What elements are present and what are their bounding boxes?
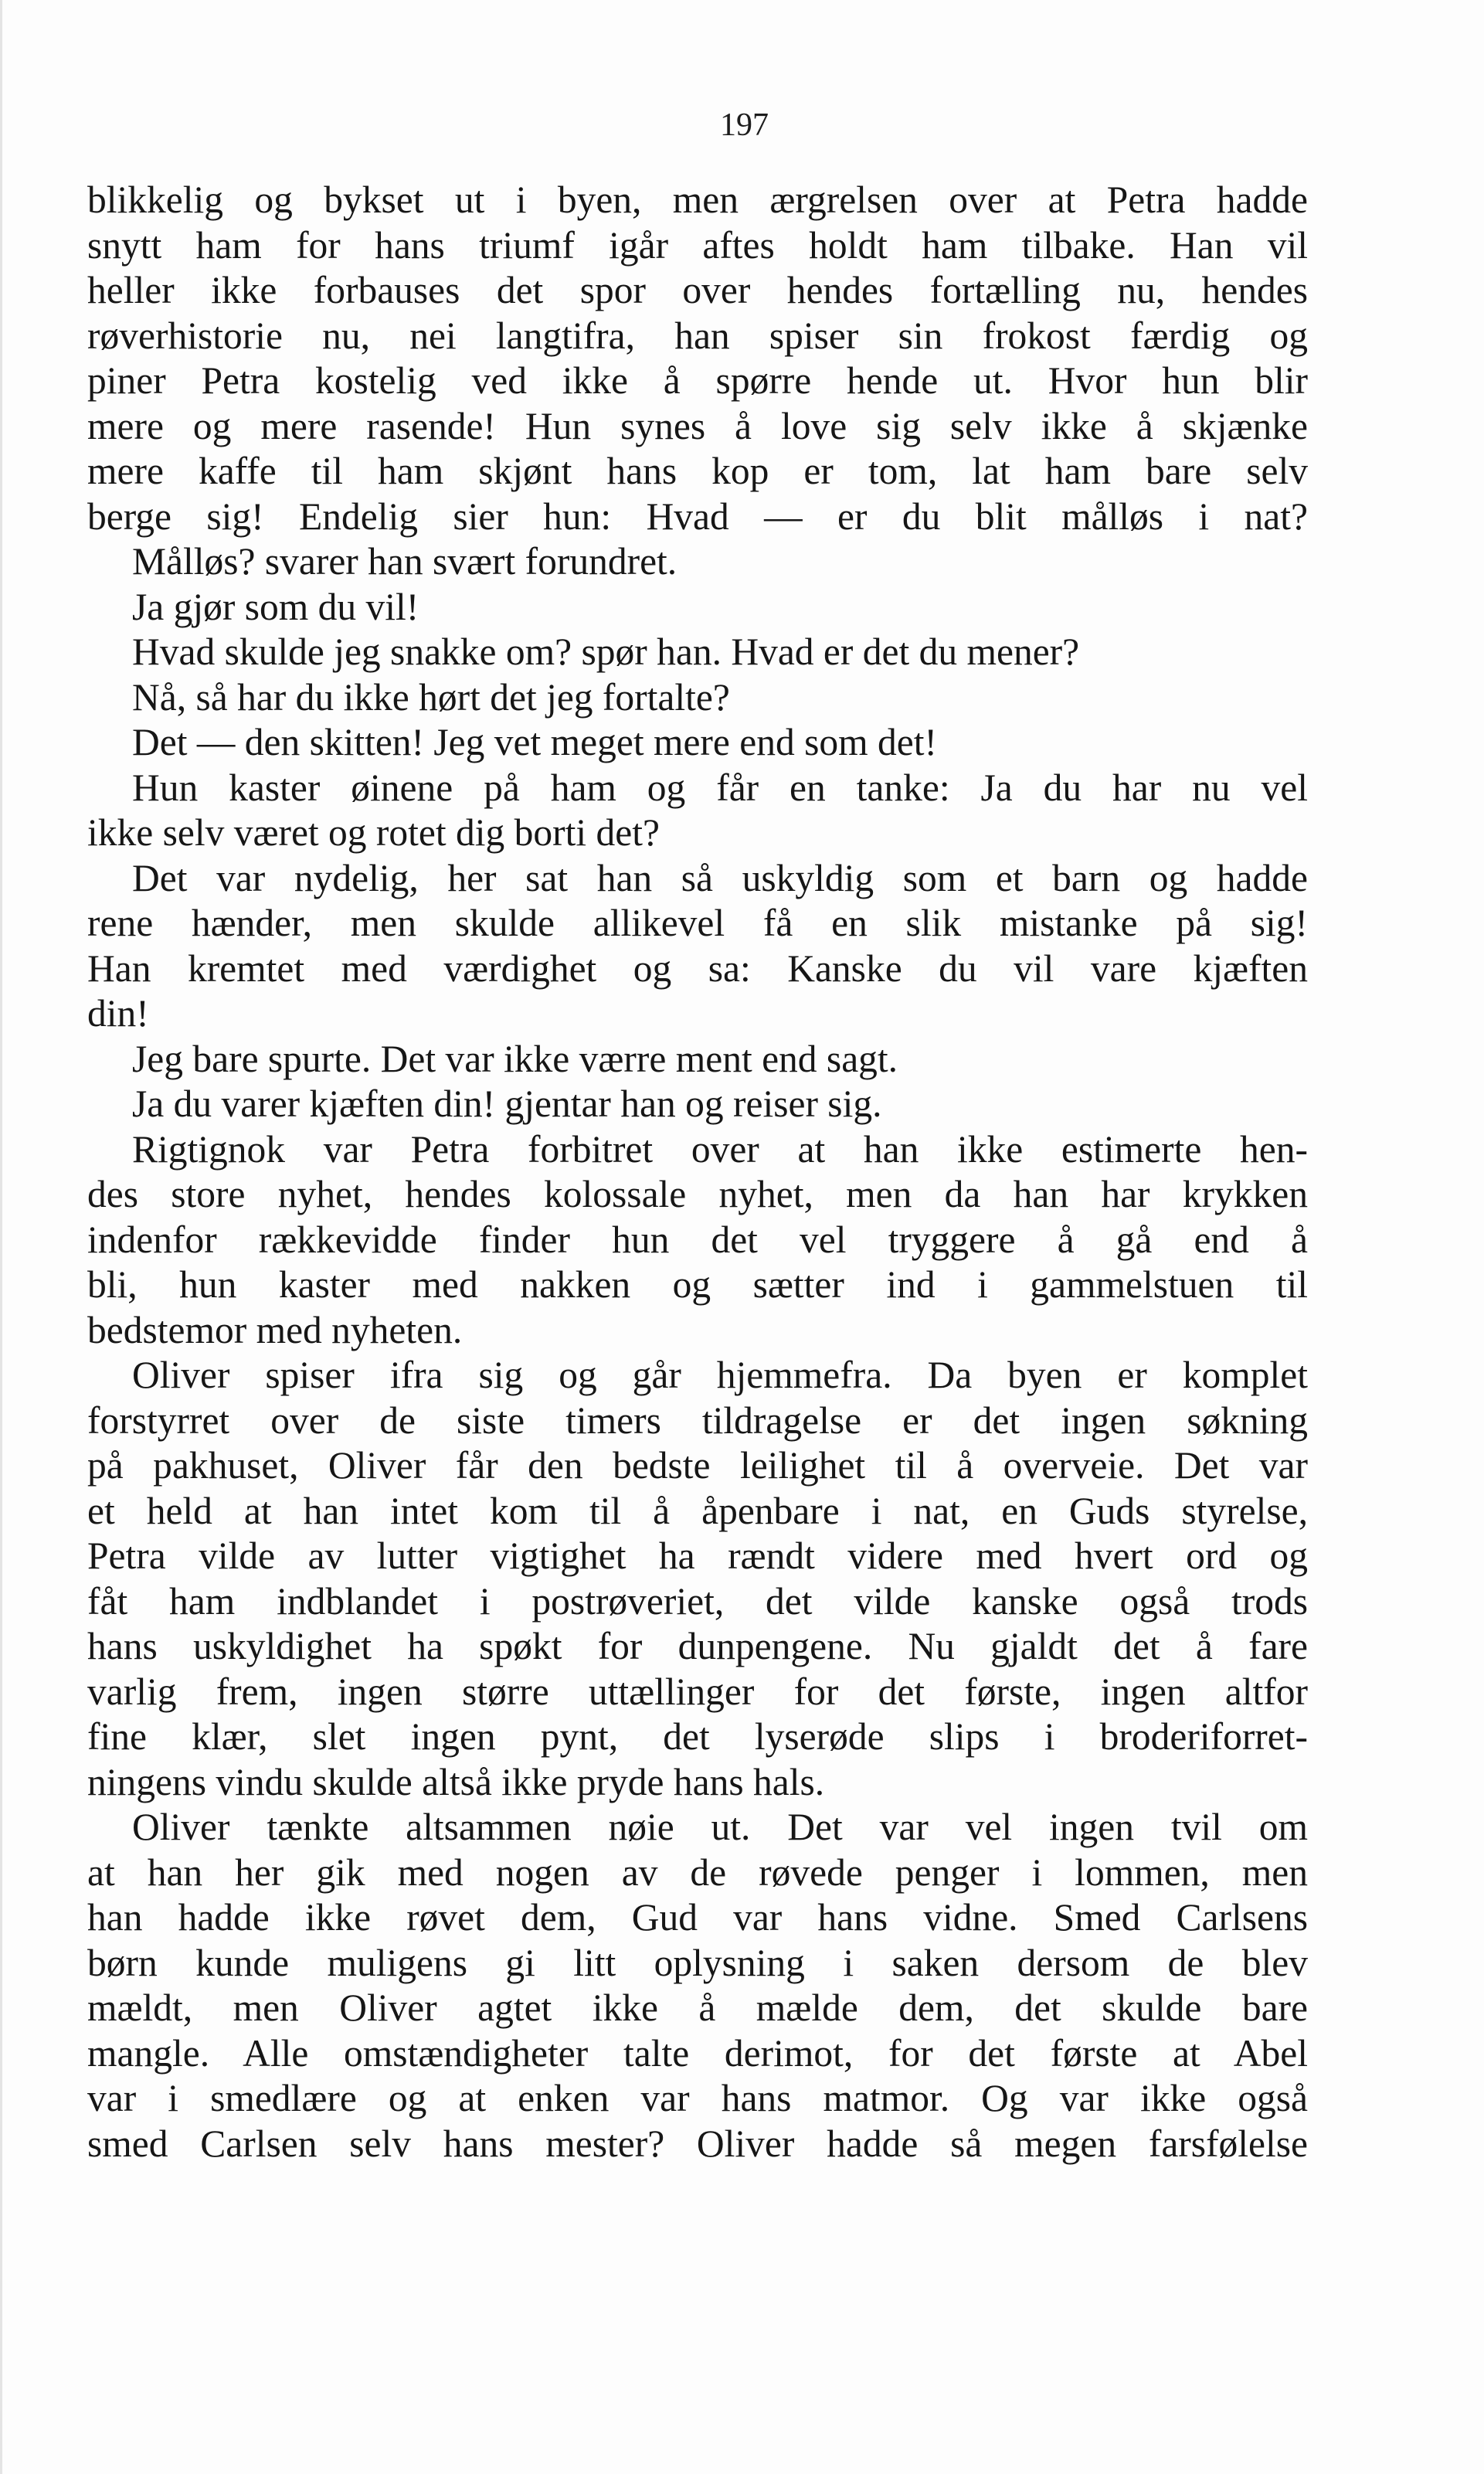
text-line: Oliver spiser ifra sig og går hjemmefra. Da byen er komplet xyxy=(132,1354,1308,1396)
text-line: heller ikke forbauses det spor over hendes fortælling nu, hendes xyxy=(87,269,1308,311)
text-line: Han kremtet med værdighet og sa: Kanske du vil vare kjæften xyxy=(87,946,1308,990)
text-line: mangle. Alle omstændigheter talte derimot, for det første at Abel xyxy=(87,2031,1308,2075)
text-line: Hun kaster øinene på ham og får en tanke: Ja du har nu vel xyxy=(132,766,1308,809)
text-line: mere og mere rasende! Hun synes å love sig selv ikke å skjænke xyxy=(87,404,1308,447)
text-line: bedstemor med nyheten. xyxy=(87,1308,463,1351)
text-line: på pakhuset, Oliver får den bedste leilighet til å overveie. Det var xyxy=(87,1444,1308,1487)
text-line: ikke selv været og rotet dig borti det? xyxy=(87,811,660,854)
text-line: Rigtignok var Petra forbitret over at han ikke estimerte hen- xyxy=(132,1127,1308,1171)
text-line: berge sig! Endelig sier hun: Hvad — er du blit målløs i nat? xyxy=(87,494,1308,538)
text-line: snytt ham for hans triumf igår aftes holdt ham tilbake. Han vil xyxy=(87,223,1308,267)
text-line: at han her gik med nogen av de røvede penger i lommen, men xyxy=(87,1850,1308,1894)
text-line: røverhistorie nu, nei langtifra, han spiser sin frokost færdig og xyxy=(87,314,1308,357)
text-line: børn kunde muligens gi litt oplysning i saken dersom de blev xyxy=(87,1941,1308,1984)
text-line: smed Carlsen selv hans mester? Oliver hadde så megen farsfølelse xyxy=(87,2122,1308,2165)
text-line: din! xyxy=(87,992,149,1035)
text-line: mældt, men Oliver agtet ikke å mælde dem, det skulde bare xyxy=(87,1986,1308,2029)
text-line: Ja gjør som du vil! xyxy=(132,585,419,628)
text-line: ningens vindu skulde altså ikke pryde hans hals. xyxy=(87,1760,825,1803)
text-line: et held at han intet kom til å åpenbare i nat, en Guds styrelse, xyxy=(87,1489,1308,1532)
text-line: Jeg bare spurte. Det var ikke værre ment end sagt. xyxy=(132,1037,898,1080)
text-line: hans uskyldighet ha spøkt for dunpengene. Nu gjaldt det å fare xyxy=(87,1625,1308,1667)
text-line: Petra vilde av lutter vigtighet ha rændt videre med hvert ord og xyxy=(87,1534,1308,1577)
text-line: Nå, så har du ikke hørt det jeg fortalte? xyxy=(132,675,730,719)
page-number: 197 xyxy=(720,107,769,143)
text-line: forstyrret over de siste timers tildragelse er det ingen søkning xyxy=(87,1398,1308,1442)
text-line: blikkelig og bykset ut i byen, men ærgrelsen over at Petra hadde xyxy=(87,178,1308,221)
text-line: Ja du varer kjæften din! gjentar han og reiser sig. xyxy=(132,1082,882,1125)
text-line: Oliver tænkte altsammen nøie ut. Det var vel ingen tvil om xyxy=(132,1806,1308,1848)
body-text xyxy=(87,178,1308,2166)
text-line: bli, hun kaster med nakken og sætter ind i gammelstuen til xyxy=(87,1263,1308,1306)
text-line: rene hænder, men skulde allikevel få en slik mistanke på sig! xyxy=(87,902,1308,944)
text-line: fåt ham indblandet i postrøveriet, det vilde kanske også trods xyxy=(87,1579,1308,1623)
text-line: Det — den skitten! Jeg vet meget mere end som det! xyxy=(132,721,937,763)
text-line: mere kaffe til ham skjønt hans kop er tom, lat ham bare selv xyxy=(87,450,1308,492)
text-line: Det var nydelig, her sat han så uskyldig som et barn og hadde xyxy=(132,856,1308,899)
text-line: Målløs? svarer han svært forundret. xyxy=(132,540,677,583)
text-line: Hvad skulde jeg snakke om? spør han. Hvad er det du mener? xyxy=(132,630,1080,673)
text-line: varlig frem, ingen større uttællinger for det første, ingen altfor xyxy=(87,1670,1308,1713)
text-line: var i smedlære og at enken var hans matmor. Og var ikke også xyxy=(87,2077,1308,2119)
text-line: piner Petra kostelig ved ikke å spørre hende ut. Hvor hun blir xyxy=(87,359,1308,402)
text-line: des store nyhet, hendes kolossale nyhet, men da han har krykken xyxy=(87,1173,1308,1215)
text-line: han hadde ikke røvet dem, Gud var hans vidne. Smed Carlsens xyxy=(87,1896,1308,1939)
text-line: fine klær, slet ingen pynt, det lyserøde slips i broderiforret- xyxy=(87,1715,1308,1758)
text-line: indenfor rækkevidde finder hun det vel tryggere å gå end å xyxy=(87,1218,1308,1261)
